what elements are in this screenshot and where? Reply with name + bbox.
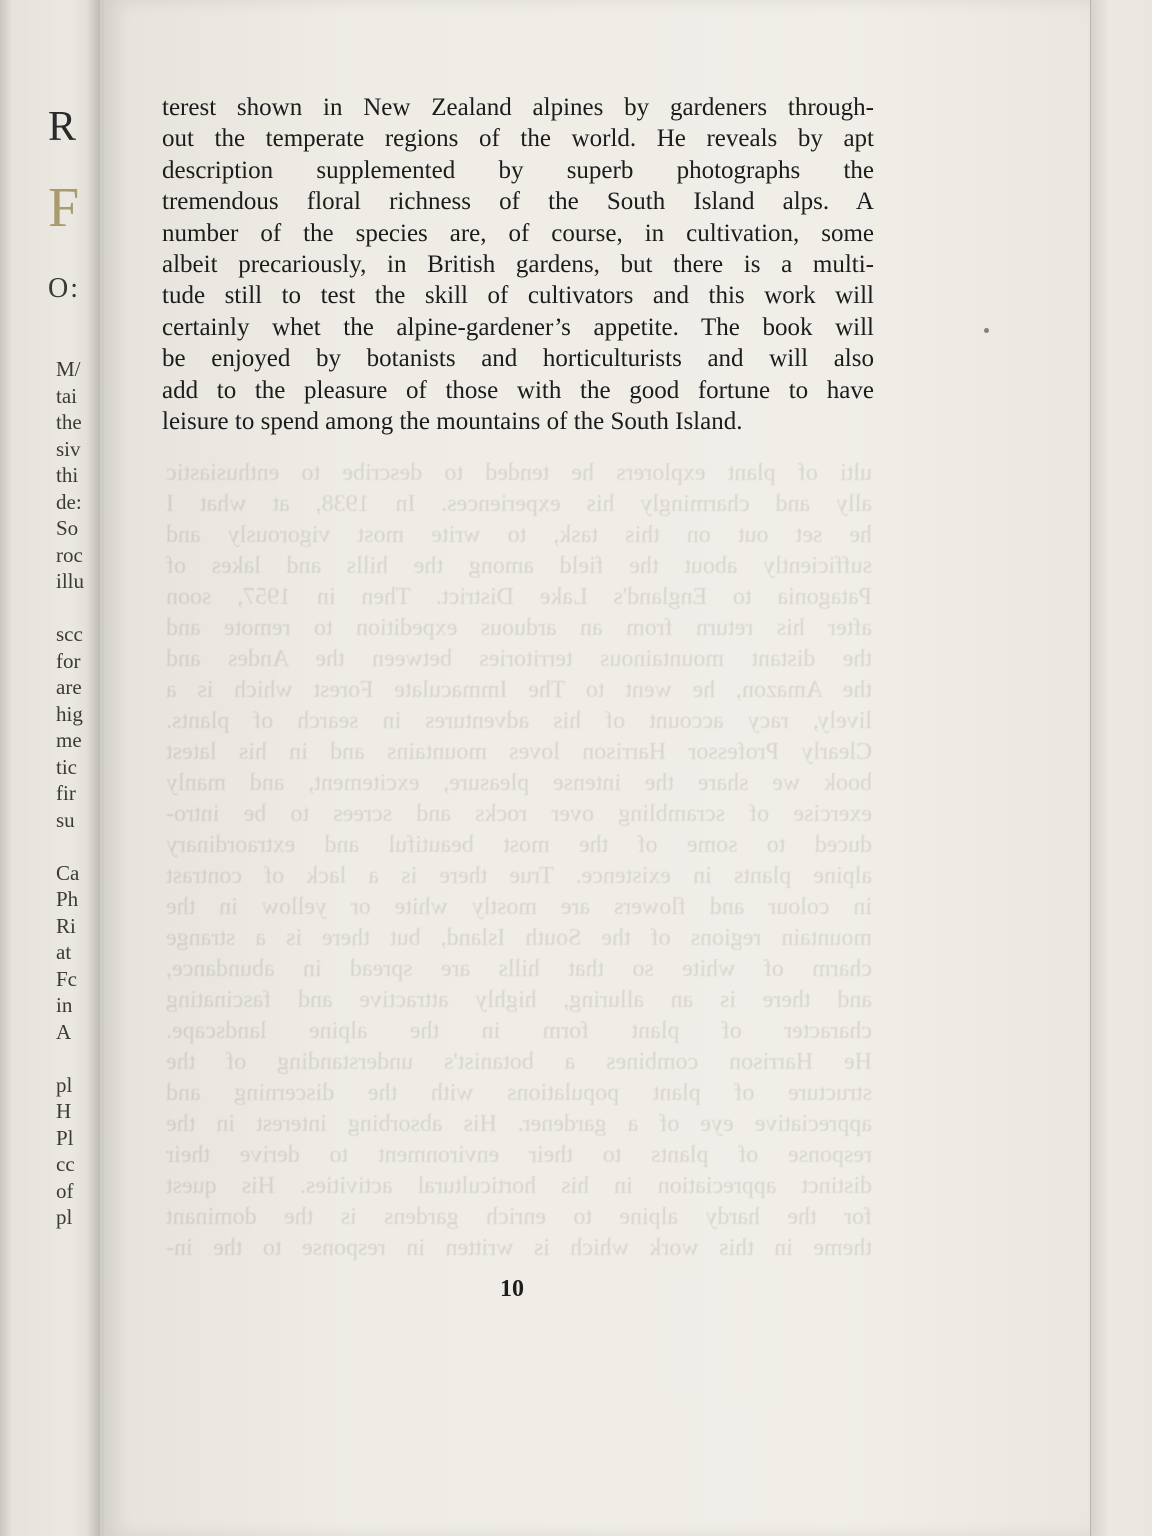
jacket-text-fragments: M/ tai the siv thi de: So roc illu scc for are hig me tic fir su Ca Ph Ri at Fc in A pl H Pl cc of pl xyxy=(56,357,85,1229)
text-line: terest shown in New Zealand alpines by gardeners through- xyxy=(162,94,874,121)
page-number: 10 xyxy=(500,1276,524,1302)
jacket-letter-f: F xyxy=(48,177,80,239)
paper-speck xyxy=(984,328,989,333)
text-line: certainly whet the alpine-gardener’s appetite. The book will xyxy=(162,313,874,341)
jacket-letter-r: R xyxy=(48,104,77,150)
text-line: out the temperate regions of the world. He reveals by apt xyxy=(162,125,874,153)
text-line: tremendous floral richness of the South Island alps. A xyxy=(162,188,874,216)
text-line: number of the species are, of course, in cultivation, some xyxy=(162,219,874,247)
reverse-side-show-through: ulti of plant explorers he tended to describe to enthusiastic ally and charmingly his experiences. In 1938, at what I he set out on this task, to write most vigorously and sufficiently about the field among the hills and lakes of Patagonia to England's Lake District. Then in 1957, soon after his return from an arduous expedition to remote and the distant mountainous territories between the Andes and the Amazon, he went to The Immaculate Forest which is a lively, racy account of his adventures in search of plants. Clearly Professor Harrison loves mountains and in his latest book we share the intense pleasure, excitement, and manly exercise of scrambling over rocks and screes to be intro- duced to some of the most beautiful and extraordinary alpine plants in existence. True there is a lack of contrast in colour and flowers are mostly white or yellow in the mountain regions of the South Island, but there is a strange charm of white so that hills are spread in abundance, and there is an alluring, highly attractive and fascinating character of plant form in the alpine landscape. He Harrison combines a botanist's understanding of the structure of plant populations with the discerning and appreciative eye of a gardener. His absorbing interest in the response of plants to their environment to derive their distinct appreciation in his horticultural activities. His quest for the hardy alpine to enrich gardens is the dominant theme in this work which is written in response to the in- xyxy=(166,460,872,1261)
text-line: tude still to test the skill of cultivators and this work will xyxy=(162,282,874,310)
jacket-letter-o: O: xyxy=(48,273,80,304)
text-line: add to the pleasure of those with the good fortune to have xyxy=(162,376,874,404)
jacket-shadow xyxy=(86,0,100,1536)
text-line: albeit precariously, in British gardens, but there is a multi- xyxy=(162,250,874,278)
next-page-edge xyxy=(1090,0,1152,1536)
text-line-last: leisure to spend among the mountains of the South Island. xyxy=(162,407,743,435)
dust-jacket-edge xyxy=(0,0,100,1536)
text-line: be enjoyed by botanists and horticulturists and will also xyxy=(162,345,874,373)
text-line: description supplemented by superb photographs the xyxy=(162,156,874,184)
page-body-text xyxy=(162,92,874,437)
